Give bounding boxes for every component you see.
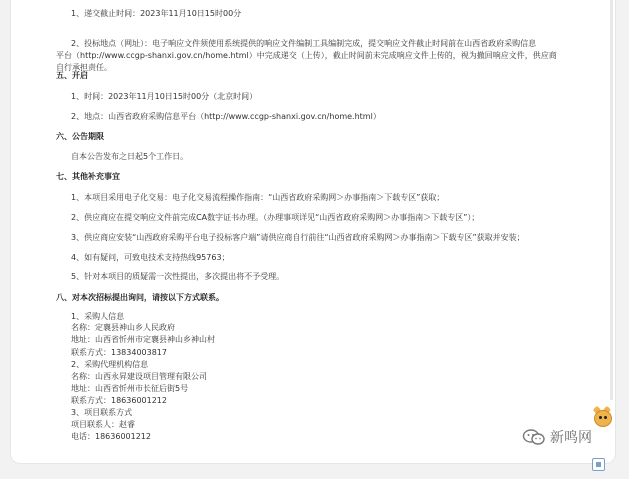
- text-line: 地址：山西省忻州市长征后街5号: [71, 384, 189, 393]
- text-line: 地址：山西省忻州市定襄县神山乡神山村: [71, 335, 215, 344]
- text-line: 自本公告发布之日起5个工作日。: [71, 152, 189, 161]
- text-line: 3、项目联系方式: [71, 408, 133, 417]
- text-line: 1、时间：2023年11月10日15时00分（北京时间）: [71, 92, 258, 101]
- text-line: 电话：18636001212: [71, 432, 151, 441]
- mascot-icon[interactable]: [592, 406, 612, 428]
- text-line: 2、地点：山西省政府采购信息平台（http://www.ccgp-shanxi.gov.cn/home.html）: [71, 112, 381, 121]
- announcement-card: [10, 0, 616, 464]
- watermark: [522, 429, 592, 445]
- section-heading: 八、对本次招标提出询问，请按以下方式联系。: [56, 293, 224, 302]
- text-line: 2、投标地点（网址）：电子响应文件须使用系统提供的响应文件编制工具编制完成，提交响应文件截止时间前在山西省政府采购信息: [71, 39, 537, 48]
- section-heading: 五、开启: [56, 71, 88, 80]
- text-line: 自行承担责任。: [56, 63, 112, 72]
- text-line: 1、递交截止时间：2023年11月10日15时00分: [71, 9, 242, 18]
- text-line: 2、供应商应在提交响应文件前完成CA数字证书办理。（办理事项详见“山西省政府采购网＞办事指南＞下载专区”）；: [71, 213, 480, 222]
- text-line: 平台（http://www.ccgp-shanxi.gov.cn/home.html）中完成递交（上传），截止时间前未完成响应文件上传的，视为撤回响应文件，供应商: [56, 51, 557, 60]
- section-heading: 七、其他补充事宜: [56, 172, 120, 181]
- wechat-icon: [522, 429, 546, 445]
- text-line: 4、如有疑问，可致电技术支持热线95763；: [71, 253, 230, 262]
- text-line: 项目联系人：赵睿: [71, 420, 135, 429]
- section-heading: 六、公告期限: [56, 132, 104, 141]
- text-line: 3、供应商应安装“山西政府采购平台电子投标客户端”请供应商自行前往“山西省政府采购网＞办事指南＞下载专区”获取并安装；: [71, 233, 525, 242]
- scrollbar[interactable]: [610, 0, 613, 400]
- side-tool-icon[interactable]: [592, 458, 605, 471]
- text-line: 5、针对本项目的质疑需一次性提出，多次提出将不予受理。: [71, 272, 285, 281]
- text-line: 名称：定襄县神山乡人民政府: [71, 323, 175, 332]
- text-line: 1、本项目采用电子化交易：电子化交易流程操作指南：“山西省政府采购网＞办事指南＞下载专区”获取；: [71, 193, 445, 202]
- text-line: 2、采购代理机构信息: [71, 360, 149, 369]
- watermark-text: 新鸣网: [550, 430, 592, 446]
- text-line: 1、采购人信息: [71, 312, 125, 321]
- text-line: 名称：山西永昇建设项目管理有限公司: [71, 372, 207, 381]
- text-line: 联系方式：13834003817: [71, 348, 167, 357]
- text-line: 联系方式：18636001212: [71, 396, 167, 405]
